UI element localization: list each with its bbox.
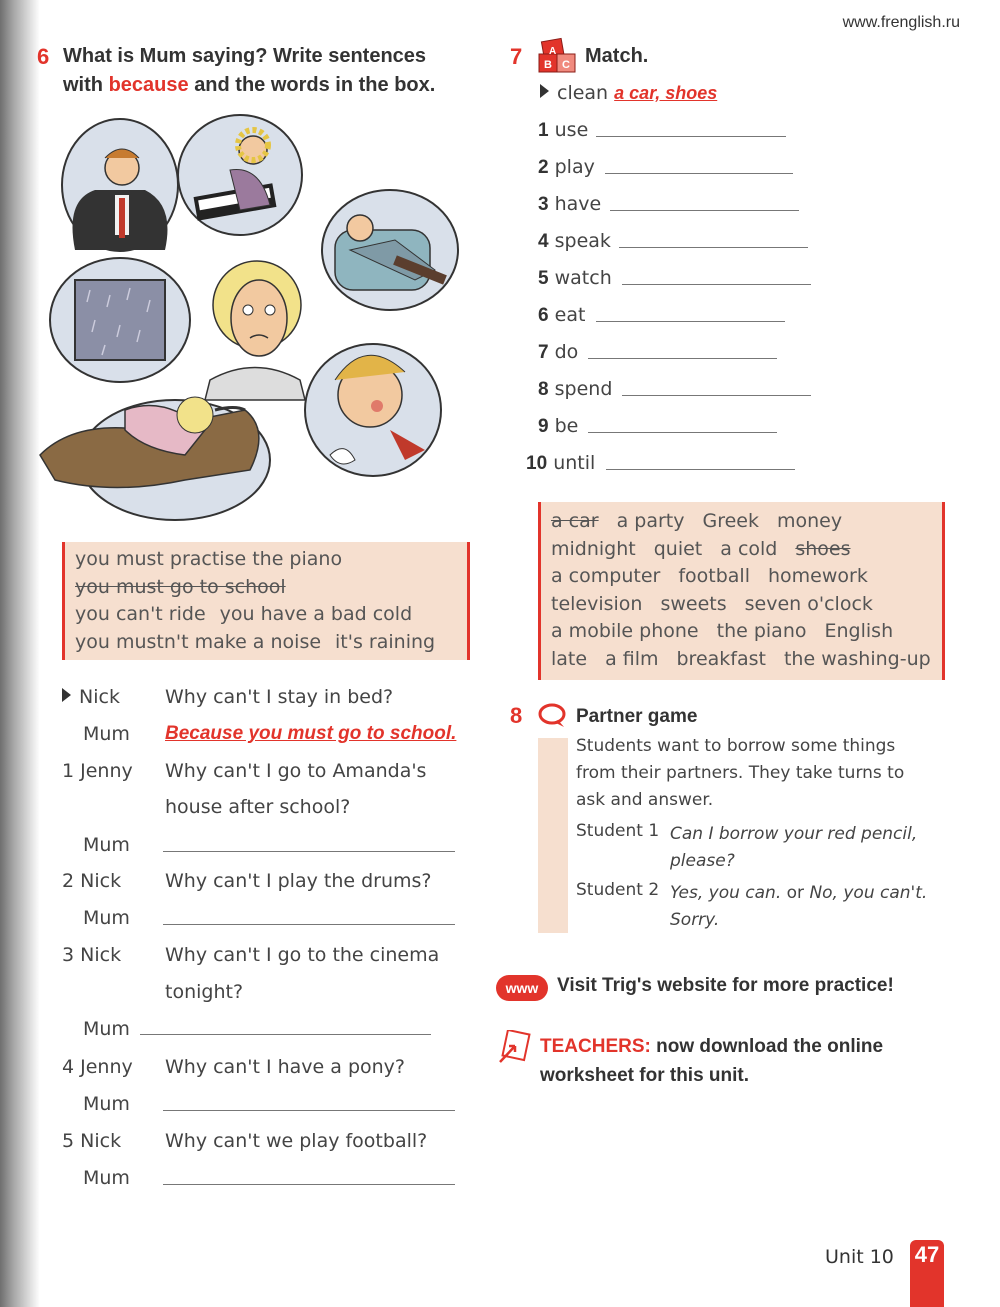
- visit-website-text: Visit Trig's website for more practice!: [557, 975, 894, 996]
- student-1-text: Can I borrow your red pencil, please?: [670, 824, 918, 871]
- exercise-7-number: 7: [510, 44, 523, 69]
- dialogue-speaker: 1 Jenny: [62, 760, 133, 782]
- match-item-6: 6 eat: [538, 304, 586, 326]
- dialogue-speaker: Mum: [83, 1093, 130, 1115]
- exercise-8-side-bar: [538, 738, 568, 933]
- model-answer: Because you must go to school.: [165, 723, 457, 744]
- match-item-1: 1 use: [538, 119, 589, 141]
- match-example: clean a car, shoes: [540, 82, 717, 104]
- page-number: 47: [910, 1240, 944, 1307]
- teachers-note: TEACHERS: now download the online worksheet for this unit.: [540, 1036, 884, 1086]
- struck-example-phrase: you must go to school: [75, 575, 286, 598]
- match-example-answer: a car, shoes: [614, 83, 718, 103]
- dialogue-line: Why can't I go to the cinema: [165, 944, 440, 966]
- bubble-rainy-window-icon: [50, 258, 190, 382]
- bubble-girl-horse-icon: [40, 397, 270, 520]
- dialogue-example-speaker: Nick: [62, 686, 120, 708]
- worried-girl-icon: [205, 261, 305, 400]
- match-item-8: 8 spend: [538, 378, 613, 400]
- match-blank-1[interactable]: [596, 136, 786, 137]
- match-item-3: 3 have: [538, 193, 602, 215]
- student-2-text: Yes, you can. or No, you can't. Sorry.: [670, 883, 928, 930]
- answer-blank-1[interactable]: [163, 851, 455, 852]
- dialogue-speaker: 5 Nick: [62, 1130, 122, 1152]
- exercise-7-title: Match.: [585, 45, 649, 67]
- dialogue-speaker: Mum: [83, 1167, 130, 1189]
- match-blank-8[interactable]: [622, 395, 811, 396]
- keyword-because: because: [108, 74, 189, 96]
- speech-bubble-icon: [538, 703, 568, 729]
- answer-blank-4[interactable]: [163, 1110, 455, 1111]
- student-2-label: Student 2: [576, 880, 660, 900]
- student-1-label: Student 1: [576, 821, 660, 841]
- example-arrow-icon: [540, 84, 549, 98]
- match-blank-4[interactable]: [619, 247, 808, 248]
- svg-text:C: C: [562, 59, 570, 71]
- dialogue-speaker: 2 Nick: [62, 870, 122, 892]
- dialogue-line: Why can't I go to Amanda's: [165, 760, 427, 782]
- answer-blank-3[interactable]: [140, 1034, 431, 1035]
- match-item-10: 10 until: [526, 452, 596, 474]
- exercise-7-word-box: a car a party Greek money midnight quiet a cold shoes a computer football homework television sweets seven o'clock a mobile phone the piano English late a film breakfast the washing-up: [538, 502, 945, 680]
- dialogue-line: Why can't I have a pony?: [165, 1056, 405, 1078]
- match-blank-2[interactable]: [605, 173, 793, 174]
- dialogue-line: Why can't I stay in bed?: [165, 686, 394, 708]
- bubble-piano-girl-icon: [178, 115, 302, 235]
- answer-blank-2[interactable]: [163, 924, 455, 925]
- dialogue-line: house after school?: [165, 796, 351, 818]
- exercise-8-number: 8: [510, 703, 523, 728]
- bubble-school-boy-icon: [62, 119, 178, 251]
- dialogue-speaker: Mum: [83, 723, 130, 745]
- answer-blank-5[interactable]: [163, 1184, 455, 1185]
- match-blank-3[interactable]: [610, 210, 799, 211]
- match-blank-10[interactable]: [606, 469, 795, 470]
- dialogue-speaker: 4 Jenny: [62, 1056, 133, 1078]
- exercise-6-word-box: you must practise the piano you must go to school you can't ride you have a bad cold you mustn't make a noise it's raining: [62, 542, 470, 660]
- match-item-9: 9 be: [538, 415, 579, 437]
- dialogue-speaker: Mum: [83, 1018, 130, 1040]
- match-blank-5[interactable]: [622, 284, 811, 285]
- unit-label: Unit 10: [825, 1246, 894, 1268]
- dialogue-speaker: Mum: [83, 907, 130, 929]
- thought-bubbles-illustration: [35, 110, 475, 530]
- dialogue-speaker: 3 Nick: [62, 944, 122, 966]
- exercise-8-description: Students want to borrow some things from their partners. They take turns to ask and answer.: [576, 736, 905, 810]
- match-item-4: 4 speak: [538, 230, 611, 252]
- match-blank-7[interactable]: [588, 358, 777, 359]
- abc-blocks-icon: [537, 36, 577, 76]
- dialogue-line: Why can't I play the drums?: [165, 870, 432, 892]
- dialogue-line: Why can't we play football?: [165, 1130, 428, 1152]
- www-badge[interactable]: www: [496, 975, 548, 1001]
- match-item-5: 5 watch: [538, 267, 612, 289]
- dialogue-line: tonight?: [165, 981, 244, 1003]
- match-item-7: 7 do: [538, 341, 579, 363]
- exercise-6-number: 6: [37, 44, 50, 69]
- book-spine-shadow: [0, 0, 40, 1307]
- bubble-sick-boy-icon: [305, 344, 441, 476]
- svg-text:B: B: [544, 59, 552, 71]
- website-watermark: www.frenglish.ru: [842, 14, 960, 31]
- example-arrow-icon: [62, 688, 71, 702]
- exercise-8-title: Partner game: [576, 706, 698, 727]
- exercise-6-title: What is Mum saying? Write sentences with because and the words in the box.: [63, 45, 436, 96]
- match-item-2: 2 play: [538, 156, 595, 178]
- bubble-armchair-boy-icon: [322, 190, 458, 310]
- match-blank-9[interactable]: [588, 432, 777, 433]
- match-blank-6[interactable]: [596, 321, 785, 322]
- dialogue-speaker: Mum: [83, 834, 130, 856]
- svg-text:A: A: [549, 46, 557, 57]
- download-worksheet-icon: [497, 1030, 531, 1064]
